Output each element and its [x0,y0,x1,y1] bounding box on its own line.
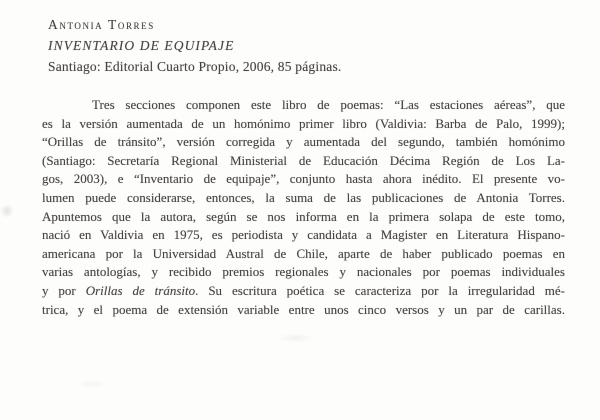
review-line-9: americana por la Universidad Austral de Chile, aparte de haber publicado poemas en [42,245,565,261]
author-name: Antonia Torres [48,17,155,32]
book-title: INVENTARIO DE EQUIPAJE [48,38,235,53]
review-line-segment: . Su escritura poética se caracteriza por la irregularidad mé- [195,282,565,298]
review-line-4: (Santiago: Secretaría Regional Ministerial de Educación Décima Región de Los La- [42,152,565,168]
review-line-5: gos, 2003), e “Inventario de equipaje”, conjunto hasta ahora inédito. El presente vo- [42,171,565,187]
imprint-line: Santiago: Editorial Cuarto Propio, 2006, 85 páginas. [48,59,342,74]
review-paragraph [42,96,565,319]
review-line-12: trica, y el poema de extensión variable entre unos cinco versos y un par de carillas. [42,301,565,317]
review-line-10: varias antologías, y recibido premios regionales y nacionales por poemas individuales [42,264,565,280]
review-line-8: nació en Valdivia en 1975, es periodista y candidata a Magister en Literatura Hispano- [42,227,565,243]
review-line-7: Apuntemos que la autora, según se nos informa en la primera solapa de este tomo, [42,208,565,224]
review-line-2: es la versión aumentada de un homónimo primer libro (Valdivia: Barba de Palo, 1999); [42,115,565,131]
review-line-11 [42,282,565,301]
italic-book-title: Orillas de tránsito [85,282,196,298]
scan-text-block [42,14,565,319]
review-line-6: lumen puede considerarse, entonces, la suma de las publicaciones de Antonia Torres. [42,189,565,205]
review-line-1: Tres secciones componen este libro de poemas: “Las estaciones aéreas”, que [92,97,565,112]
review-line-3: “Orillas de tránsito”, versión corregida y aumentada del segundo, también homónimo [42,134,565,150]
bibliographic-header [42,14,565,77]
review-line-segment: y por [42,282,86,298]
